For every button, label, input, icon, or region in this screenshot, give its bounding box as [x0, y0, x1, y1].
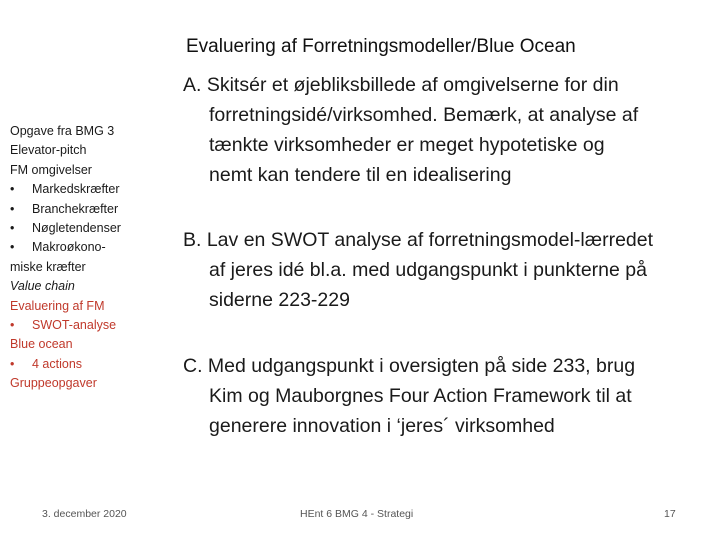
task-point-b: [183, 225, 713, 315]
outline-subitem: • Branchekræfter: [10, 200, 150, 219]
point-line: B. Lav en SWOT analyse af forretningsmodel-lærredet: [183, 229, 654, 251]
outline-item-current: Blue ocean: [10, 337, 73, 352]
bullet-marker: •: [10, 240, 15, 255]
outline-subitem-current: • 4 actions: [10, 355, 150, 374]
task-point-a: [183, 70, 713, 190]
point-line: tænkte virksomheder er meget hypotetiske og: [209, 134, 605, 156]
point-line: siderne 223-229: [209, 289, 350, 311]
task-point-c: [183, 351, 713, 441]
outline-item: miske kræfter: [10, 259, 86, 274]
point-line: forretningsidé/virksomhed. Bemærk, at analyse af: [209, 104, 639, 126]
outline-subitem: • Makroøkono-: [10, 238, 150, 257]
slide-title: Evaluering af Forretningsmodeller/Blue Ocean: [186, 36, 576, 57]
sidebar-outline: [10, 122, 150, 394]
point-line: af jeres idé bl.a. med udgangspunkt i punkterne på: [209, 259, 647, 281]
footer-page-number: 17: [664, 508, 676, 520]
bullet-marker: •: [10, 356, 15, 371]
outline-item: Opgave fra BMG 3: [10, 124, 115, 138]
point-line: Kim og Mauborgnes Four Action Framework til at: [209, 385, 632, 407]
footer-course: HEnt 6 BMG 4 - Strategi: [300, 508, 414, 520]
bullet-marker: •: [10, 318, 15, 333]
outline-subitem: • Markedskræfter: [10, 180, 150, 199]
outline-item-current: Evaluering af FM: [10, 298, 105, 313]
bullet-marker: •: [10, 201, 15, 216]
outline-item: Elevator-pitch: [10, 143, 87, 158]
footer-date: 3. december 2020: [42, 508, 127, 520]
outline-subitem: • Nøgletendenser: [10, 219, 150, 238]
point-line: nemt kan tendere til en idealisering: [209, 164, 512, 186]
outline-item: Value chain: [10, 279, 75, 294]
outline-item: FM omgivelser: [10, 162, 92, 177]
point-line: generere innovation i ‘jeres´ virksomhed: [209, 415, 555, 437]
point-line: A. Skitsér et øjebliksbillede af omgivelserne for din: [183, 74, 619, 96]
point-line: C. Med udgangspunkt i oversigten på side 233, brug: [183, 355, 636, 377]
bullet-marker: •: [10, 221, 15, 236]
outline-subitem-current: • SWOT-analyse: [10, 316, 150, 335]
outline-item-current: Gruppeopgaver: [10, 376, 97, 391]
bullet-marker: •: [10, 182, 15, 197]
